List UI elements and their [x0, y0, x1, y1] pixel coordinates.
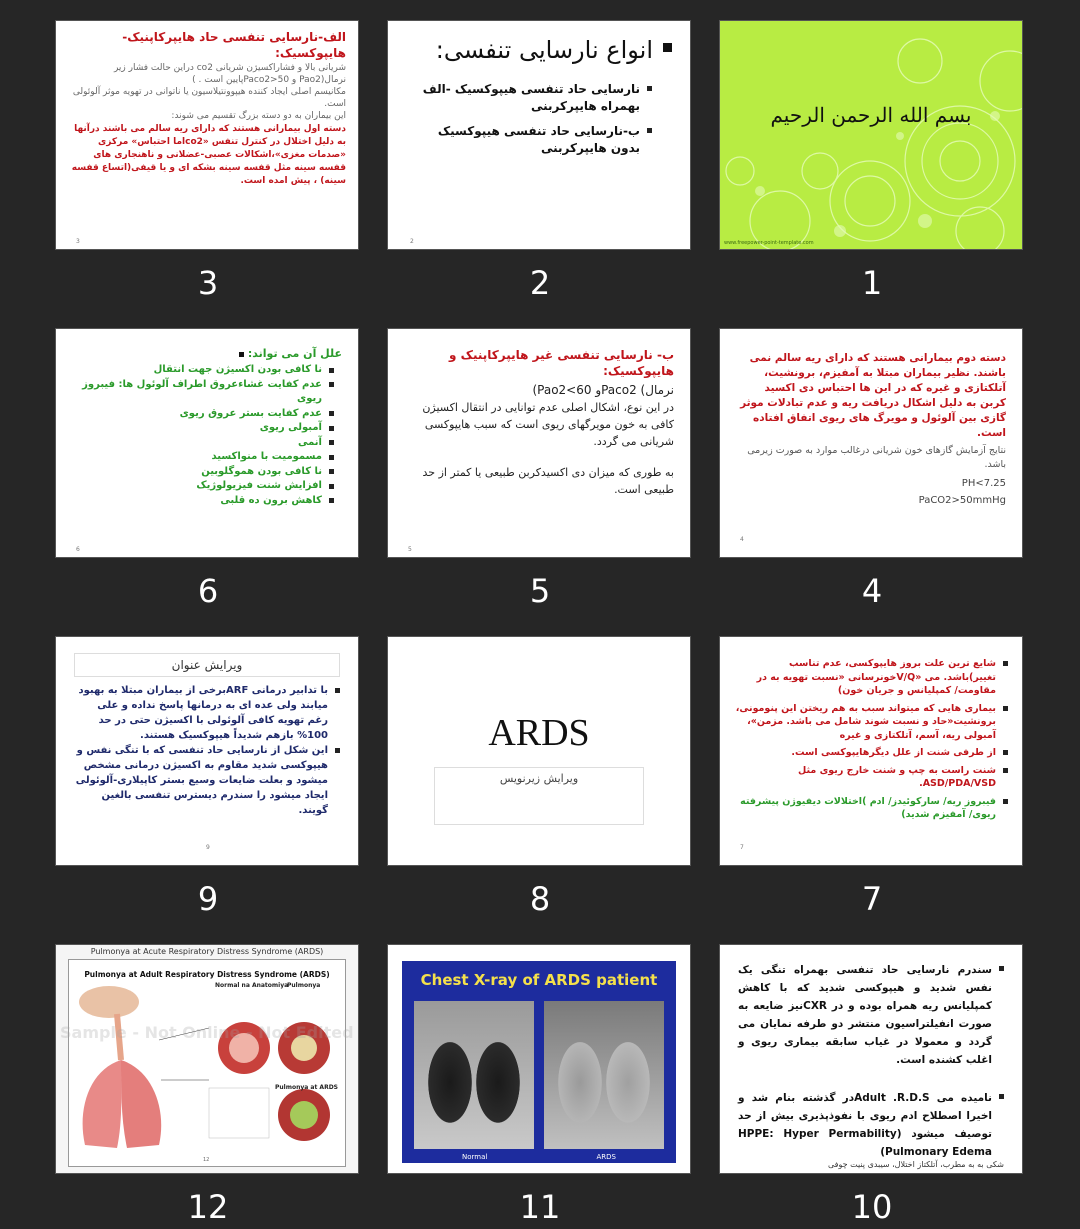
- slide-7-item: شایع ترین علت بروز هایپوکسی، عدم تناسب تغییر)باشد. می «V/Qخونرسانی «نسبت تهویه به در مقاومت/ کمپلیانس و جریان خون): [734, 657, 1008, 698]
- slide-12-label-pulmonya: Pulmonya: [287, 982, 321, 989]
- slide-12-title: Pulmonya at Acute Respiratory Distress Syndrome (ARDS): [90, 947, 324, 956]
- circles-decoration: [720, 21, 1022, 249]
- slide-6-item: مسمومیت با منواکسید: [72, 450, 334, 465]
- slide-4-red-text: دسته دوم بیمارانی هستند که دارای ریه سالم نمی باشند. نظیر بیماران مبتلا به آمفیزم، برونشیت، آتلکتازی و غیره که در این ها احتباس دی اکسید کربن به دلیل اشکال دریافت ریه و عدم تبادلات موثر گازی بین آلوئول و مویرگ های ریوی اتفاق افتاده است.: [740, 352, 1006, 439]
- slide-1[interactable]: [719, 20, 1023, 250]
- slide-8-title: ARDS: [488, 712, 590, 754]
- slide-6-item: عدم کفایت غشاءعروق اطراف آلوئول ها: فیبروز ریوی: [72, 378, 334, 407]
- slide-10[interactable]: [719, 944, 1023, 1174]
- slide-6-list: [72, 363, 334, 508]
- slide-3[interactable]: [55, 20, 359, 250]
- slide-12-page-number: 12: [203, 1157, 210, 1163]
- slide-6-item: نا کافی بودن هموگلوبین: [72, 465, 334, 480]
- slide-7-number: 7: [861, 880, 883, 918]
- bullet-icon: [663, 43, 672, 52]
- slide-9-number: 9: [197, 880, 219, 918]
- slide-12-number: 12: [187, 1188, 229, 1226]
- slide-3-body: [68, 62, 346, 122]
- slide-8-number: 8: [529, 880, 551, 918]
- slide-12-panel: [68, 959, 346, 1167]
- slide-3-red-text: دسته اول بیمارانی هستند که دارای ریه سالم می باشند درآنها به دلیل اختلال در کنترل تنفس «co2اما احتباس» مرکزی «صدمات مغزی»،اشکالات عصبی-عضلانی و ناهنجاری های قفسه سینه مثل قفسه سینه بشکه ای و یا قیفی(اتساع قفسه سینه) ، پیش امده است.: [71, 124, 346, 186]
- slide-12[interactable]: [55, 944, 359, 1174]
- slide-6-number: 6: [197, 572, 219, 610]
- slide-12-watermark: Sample - Not Online - Not Edited: [60, 1023, 354, 1042]
- slide-6-item: کاهش برون ده قلبی: [72, 494, 334, 509]
- slide-10-list: [738, 961, 1004, 1161]
- slide-5-number: 5: [529, 572, 551, 610]
- slide-8-subtitle-box: [434, 767, 644, 825]
- slide-3-line-3: این بیماران به دو دسته بزرگ تقسیم می شوند:: [171, 111, 346, 121]
- slide-9-list: [74, 683, 340, 818]
- slide-11-title: Chest X-ray of ARDS patient: [420, 971, 658, 989]
- slide-2-page-number: 2: [410, 238, 414, 245]
- slide-6-item: آمبولی ریوی: [72, 421, 334, 436]
- slide-8[interactable]: [387, 636, 691, 866]
- slide-2-item: ب-نارسایی حاد تنفسی هیپوکسیک بدون هایپرکربنی: [406, 123, 652, 157]
- slide-4-number: 4: [861, 572, 883, 610]
- slide-3-line-2: مکانیسم اصلی ایجاد کننده هیپوونتیلاسیون یا ناتوانی در تهویه موثر آلوئولی است.: [72, 87, 346, 109]
- slide-6-page-number: 6: [76, 546, 80, 553]
- slide-6-item: آنمی: [72, 436, 334, 451]
- xray-ards: [544, 1001, 664, 1149]
- slide-4-ph: PH<7.25: [961, 478, 1006, 489]
- slide-7-page-number: 7: [740, 844, 744, 851]
- slide-7-item: فیبروز ریه/ سارکوئیدز/ ادم )اختلالات دیفیوژن پیشرفته ریوی/ آمفیزم شدید): [734, 795, 1008, 822]
- slide-2-number: 2: [529, 264, 551, 302]
- slide-5-paragraph-1: در این نوع، اشکال اصلی عدم توانایی در انتقال اکسیژن کافی به خون مویرگهای ریوی است که سبب هایپوکسی شریانی می گردد.: [422, 401, 674, 448]
- slide-3-title: الف-نارسایی تنفسی حاد هایپرکاپنیک-هایپوکسیک:: [122, 30, 346, 60]
- slide-1-footer: www.freepower-point-template.com: [724, 240, 814, 246]
- slide-5-title: ب- نارسایی تنفسی غیر هایپرکاپنیک و هایپوکسیک:: [449, 348, 674, 378]
- slide-2[interactable]: [387, 20, 691, 250]
- slide-7-list: [734, 657, 1008, 822]
- slide-12-label-normal: Normal na Anatomiya: [215, 982, 289, 989]
- slide-5-sub: نرمال) Paco2و Pao2<60): [532, 383, 674, 397]
- slide-2-list: [406, 81, 652, 157]
- slide-10-item: سندرم نارسایی حاد تنفسی بهمراه تنگی یک نفس شدید و هیپوکسی شدید که با کاهش کمپلیانس ریه همراه بوده و در CXRنیز ضایعه به صورت انفیلتراسیون منتشر دو طرفه نمایان می گردد و معمولا در غیاب سابقه بیماری ریوی و اغلب کشنده است.: [738, 961, 1004, 1069]
- slide-11-panel: [402, 961, 676, 1163]
- slide-9-item: با تدابیر درمانی ARFبرخی از بیماران مبتلا به بهبود میابند ولی عده ای به درمانها پاسخ نداده و علی رغم تهویه کافی آلوئولی با اکسیژن حتی در حد 100% بازهم شدیداً هیپوکسیک هستند.: [74, 683, 340, 743]
- slide-12-subtitle: Pulmonya at Adult Respiratory Distress Syndrome (ARDS): [84, 970, 330, 979]
- slide-4-page-number: 4: [740, 536, 744, 543]
- slide-11-label-ards: ARDS: [596, 1153, 616, 1161]
- slide-7[interactable]: [719, 636, 1023, 866]
- slide-6-item: نا کافی بودن اکسیژن جهت انتقال: [72, 363, 334, 378]
- slide-9-title: ویرایش عنوان: [74, 653, 340, 677]
- slide-2-title: انواع نارسایی تنفسی:: [435, 36, 653, 64]
- slide-11-number: 11: [519, 1188, 561, 1226]
- slide-5[interactable]: [387, 328, 691, 558]
- slide-6-title-row: [72, 347, 342, 361]
- bullet-icon: [239, 352, 244, 357]
- slide-7-item: از طرفی شنت از علل دیگرهایپوکسی است.: [734, 746, 1008, 760]
- slide-9[interactable]: [55, 636, 359, 866]
- slide-3-number: 3: [197, 264, 219, 302]
- slide-2-item: نارسایی حاد تنفسی هیپوکسیک -الف بهمراه هایپرکربنی: [406, 81, 652, 115]
- xray-normal: [414, 1001, 534, 1149]
- slide-1-title: بسم الله الرحمن الرحیم: [770, 103, 972, 127]
- slide-4-gray-text: نتایج آزمایش گازهای خون شریانی درغالب موارد به صورت زیرمی باشد.: [747, 445, 1006, 470]
- slide-6[interactable]: [55, 328, 359, 558]
- slide-9-page-number: 9: [206, 844, 210, 851]
- slide-10-cut-line: شکی به به مطرب، آتلکتاز اختلال، سیبدی پنیت چوفی: [828, 1160, 1004, 1169]
- slide-3-page-number: 3: [76, 238, 80, 245]
- slide-3-line-1: شریانی بالا و فشاراکسیژن شریانی co2 دراین حالت فشار زیر نرمال(Pao2 و 50<Paco2پایین است . ): [113, 63, 346, 85]
- slide-9-item: این شکل از نارسایی حاد تنفسی که با تنگی نفس و هیپوکسی شدید مقاوم به اکسیژن درمانی مشخص میشود و بعلت ضایعات وسیع بستر کاپیلاری-آلوئولی ایجاد میشود را سندرم دیسترس تنفسی بالغین گویند.: [74, 743, 340, 818]
- slide-10-item: نامیده می Adult .R.D.Sدر گذشته بنام شد و اخیرا اصطلاح ادم ریوی با نفوذپذیری بیش از حد توصیف میشود (HPPE: Hyper Permability Pulmonary Edema): [738, 1089, 1004, 1161]
- slide-8-subtitle: ویرایش زیرنویس: [499, 772, 579, 785]
- slide-11[interactable]: [387, 944, 691, 1174]
- slide-12-label-ards: Pulmonya at ARDS: [275, 1084, 338, 1091]
- slide-5-paragraph-2: به طوری که میزان دی اکسیدکربن طبیعی یا کمتر از حد طبیعی است.: [422, 466, 674, 496]
- slide-5-page-number: 5: [408, 546, 412, 553]
- slide-4[interactable]: [719, 328, 1023, 558]
- slide-2-title-row: [406, 33, 672, 67]
- slide-6-title: علل آن می تواند:: [247, 347, 342, 360]
- slide-7-item: بیماری هایی که میتواند سبب به هم ریختن این پنومونی، برونشیت«حاد و نسبت شوند شامل می باشد. مزمن»، آمبولی ریه، آسم، آتلکتازی و غیره: [734, 702, 1008, 743]
- slide-7-item: شنت راست به چپ و شنت خارج ریوی مثل ASD/PDA/VSD.: [734, 764, 1008, 791]
- slide-6-item: افزایش شنت فیزیولوژیک: [72, 479, 334, 494]
- slide-11-label-normal: Normal: [462, 1153, 488, 1161]
- slide-6-item: عدم کفایت بستر عروق ریوی: [72, 407, 334, 422]
- slide-4-paco2: PaCO2>50mmHg: [918, 495, 1006, 506]
- slide-1-number: 1: [861, 264, 883, 302]
- slide-10-number: 10: [851, 1188, 893, 1226]
